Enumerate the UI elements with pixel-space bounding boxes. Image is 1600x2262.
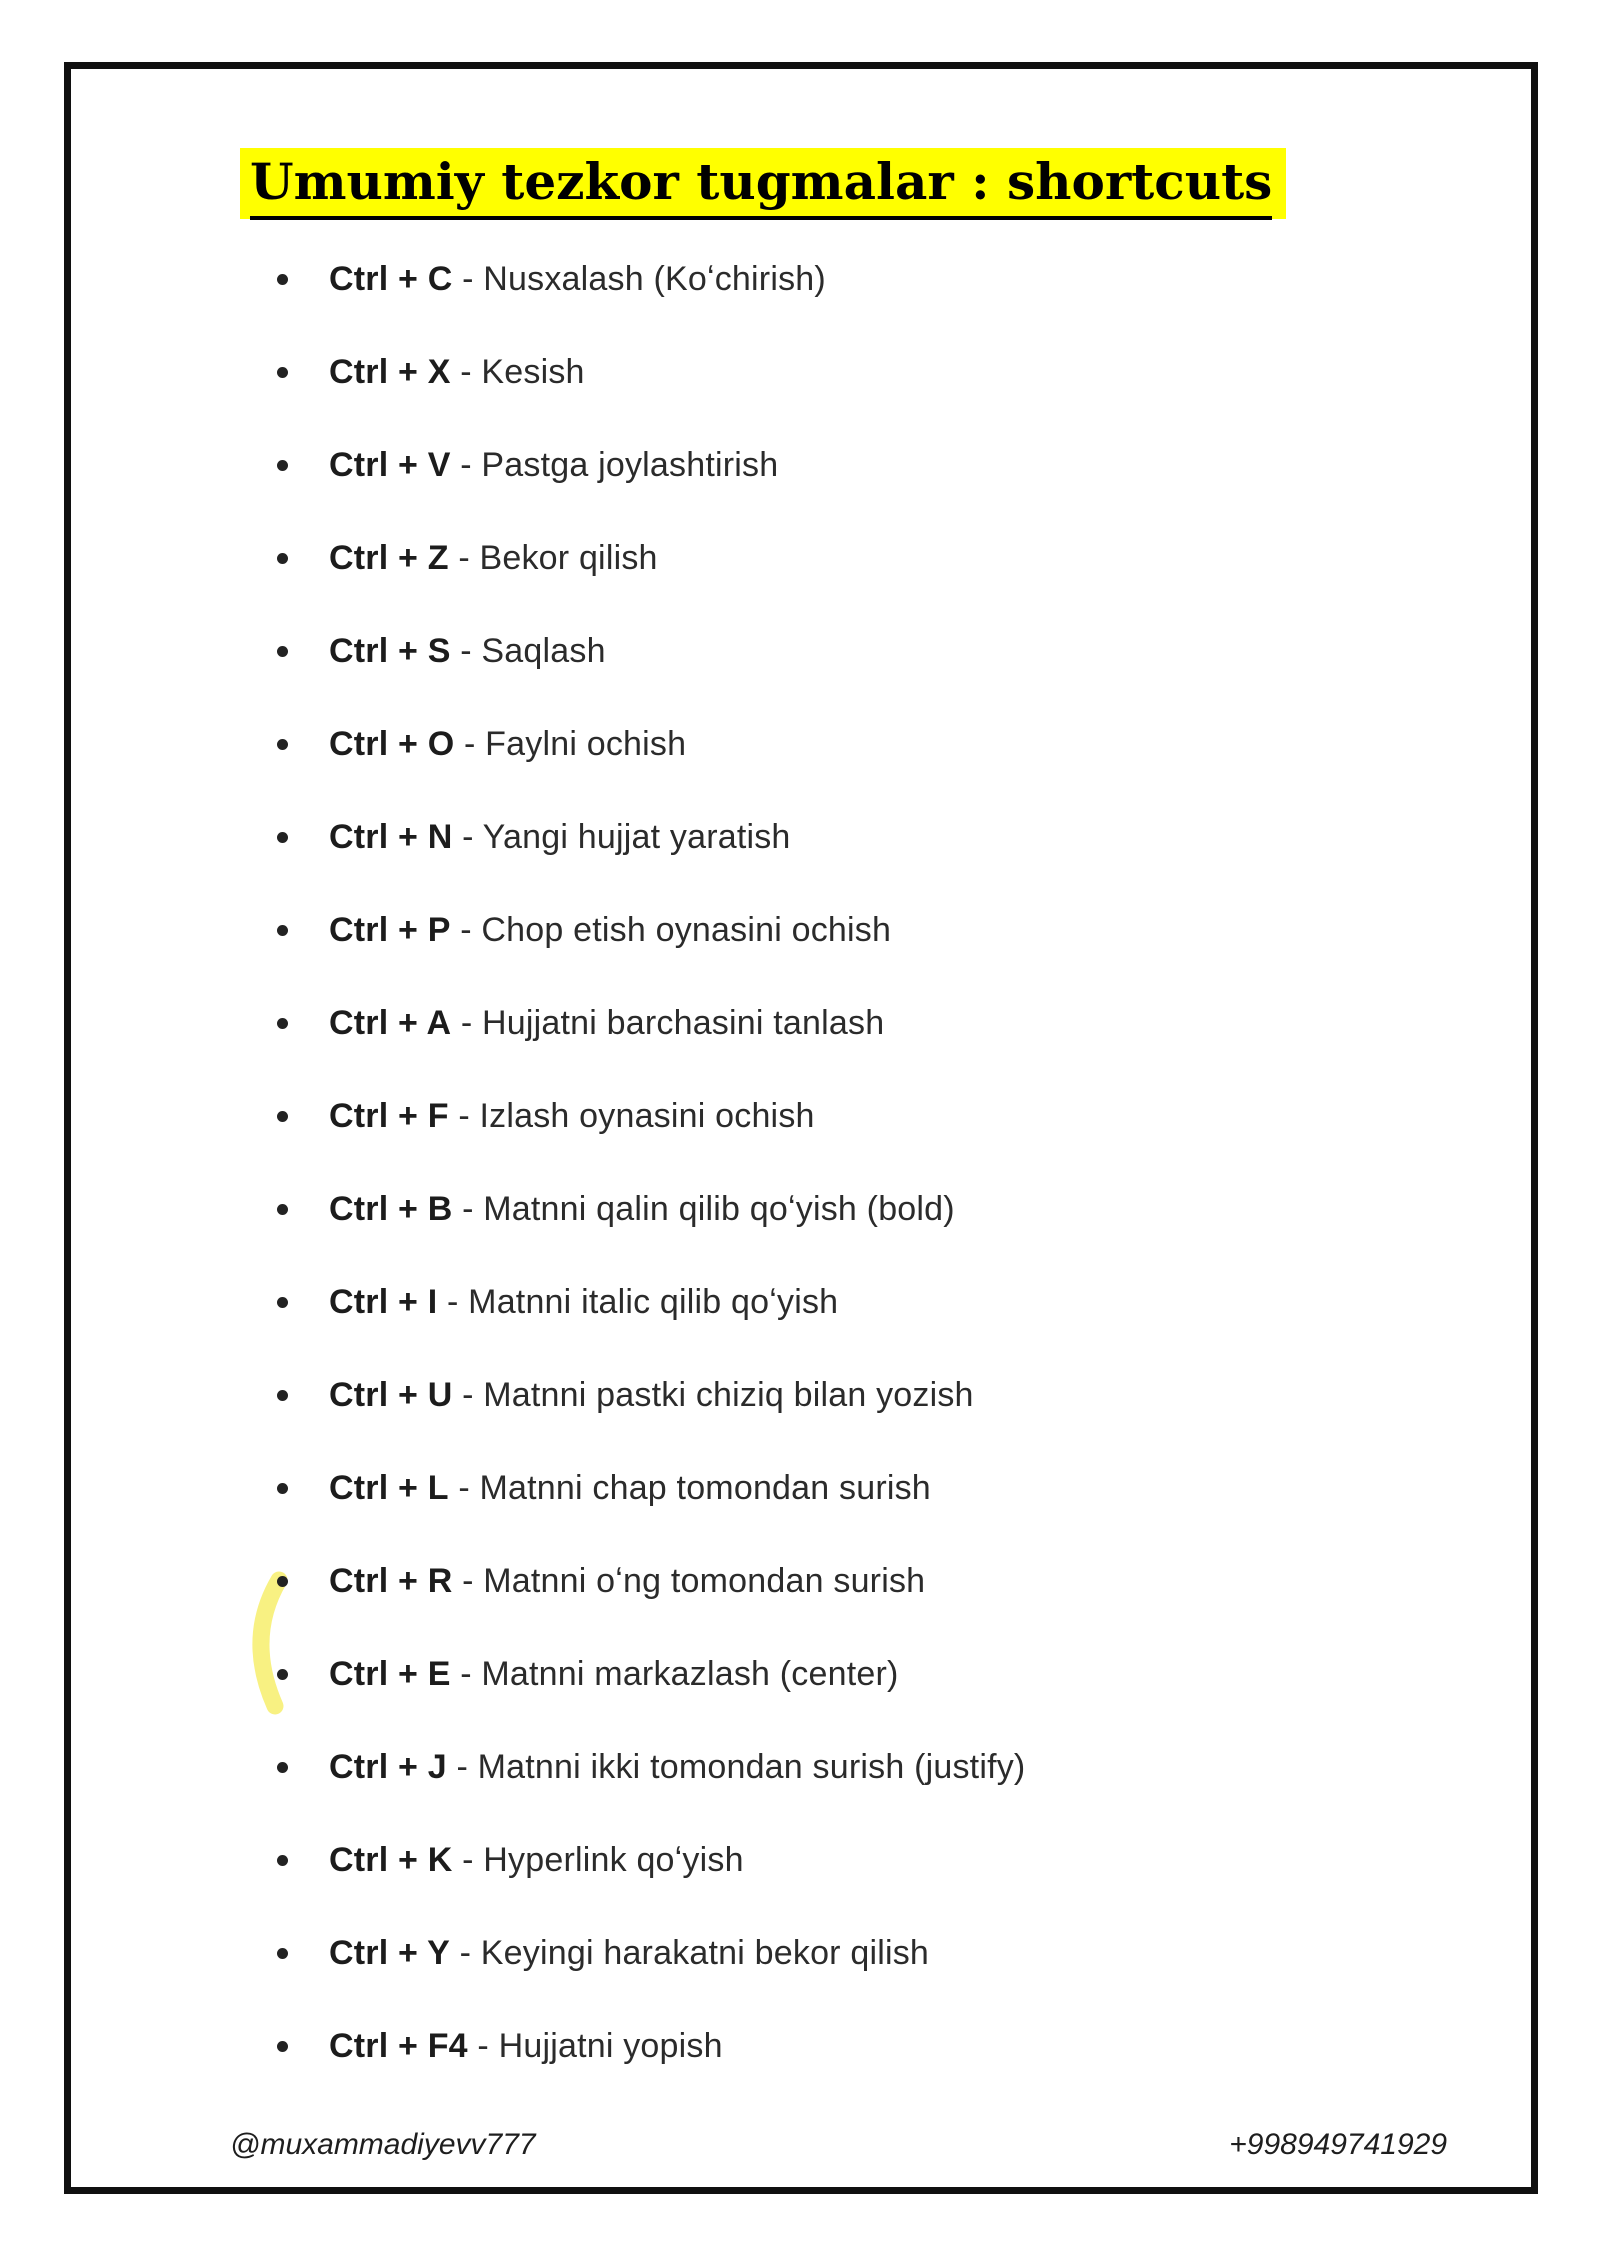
shortcut-keys: Ctrl + F4 xyxy=(329,2027,468,2065)
shortcut-item xyxy=(277,1936,1427,1970)
shortcut-keys: Ctrl + I xyxy=(329,1283,438,1321)
shortcut-item xyxy=(277,1843,1427,1877)
bullet-icon xyxy=(277,1762,288,1773)
shortcut-item xyxy=(277,820,1427,854)
page-title xyxy=(240,148,1286,219)
shortcut-text xyxy=(329,2029,723,2063)
shortcut-text xyxy=(329,1657,899,1691)
page-title-text: Umumiy tezkor tugmalar : shortcuts xyxy=(250,152,1272,220)
shortcut-item xyxy=(277,1192,1427,1226)
shortcut-item xyxy=(277,2029,1427,2063)
bullet-icon xyxy=(277,739,288,750)
shortcut-keys: Ctrl + V xyxy=(329,446,451,484)
shortcut-text xyxy=(329,1936,929,1970)
shortcut-text xyxy=(329,262,826,296)
footer-handle: @muxammadiyevv777 xyxy=(230,2128,536,2161)
shortcut-desc: - Hujjatni yopish xyxy=(467,2027,723,2065)
shortcut-text xyxy=(329,1378,974,1412)
shortcut-item xyxy=(277,1099,1427,1133)
shortcut-desc: - Matnni pastki chiziq bilan yozish xyxy=(452,1376,974,1414)
shortcut-list xyxy=(277,262,1427,2122)
shortcut-text xyxy=(329,913,891,947)
shortcut-desc: - Pastga joylashtirish xyxy=(450,446,779,484)
bullet-icon xyxy=(277,646,288,657)
shortcut-item xyxy=(277,634,1427,668)
shortcut-desc: - Chop etish oynasini ochish xyxy=(450,911,892,949)
shortcut-item xyxy=(277,1564,1427,1598)
bullet-icon xyxy=(277,553,288,564)
bullet-icon xyxy=(277,1948,288,1959)
shortcut-desc: - Keyingi harakatni bekor qilish xyxy=(449,1934,930,1972)
shortcut-keys: Ctrl + K xyxy=(329,1841,453,1879)
shortcut-item xyxy=(277,1378,1427,1412)
shortcut-keys: Ctrl + Y xyxy=(329,1934,450,1972)
shortcut-item xyxy=(277,1006,1427,1040)
shortcut-text xyxy=(329,1843,744,1877)
bullet-icon xyxy=(277,1204,288,1215)
bullet-icon xyxy=(277,274,288,285)
shortcut-text xyxy=(329,820,791,854)
shortcut-item xyxy=(277,727,1427,761)
shortcut-desc: - Saqlash xyxy=(450,632,606,670)
bullet-icon xyxy=(277,1111,288,1122)
shortcut-desc: - Hujjatni barchasini tanlash xyxy=(451,1004,885,1042)
shortcut-item xyxy=(277,541,1427,575)
shortcut-item xyxy=(277,1471,1427,1505)
shortcut-keys: Ctrl + S xyxy=(329,632,451,670)
bullet-icon xyxy=(277,1018,288,1029)
shortcut-text xyxy=(329,1750,1025,1784)
shortcut-text xyxy=(329,448,778,482)
shortcut-desc: - Faylni ochish xyxy=(454,725,687,763)
shortcut-keys: Ctrl + U xyxy=(329,1376,453,1414)
bullet-icon xyxy=(277,367,288,378)
shortcut-text xyxy=(329,1564,925,1598)
shortcut-keys: Ctrl + O xyxy=(329,725,455,763)
shortcut-desc: - Bekor qilish xyxy=(448,539,658,577)
shortcut-keys: Ctrl + F xyxy=(329,1097,449,1135)
shortcut-keys: Ctrl + P xyxy=(329,911,451,949)
shortcut-desc: - Matnni italic qilib qoʻyish xyxy=(437,1283,839,1321)
shortcut-keys: Ctrl + B xyxy=(329,1190,453,1228)
shortcut-item xyxy=(277,1285,1427,1319)
shortcut-keys: Ctrl + Z xyxy=(329,539,449,577)
bullet-icon xyxy=(277,1390,288,1401)
bullet-icon xyxy=(277,1576,288,1587)
shortcut-desc: - Matnni ikki tomondan surish (justify) xyxy=(446,1748,1026,1786)
shortcut-item xyxy=(277,355,1427,389)
bullet-icon xyxy=(277,832,288,843)
bullet-icon xyxy=(277,2041,288,2052)
shortcut-desc: - Matnni markazlash (center) xyxy=(450,1655,899,1693)
page-title-wrap xyxy=(240,148,1286,219)
shortcut-desc: - Matnni qalin qilib qoʻyish (bold) xyxy=(452,1190,955,1228)
shortcut-keys: Ctrl + A xyxy=(329,1004,452,1042)
shortcut-desc: - Matnni chap tomondan surish xyxy=(448,1469,931,1507)
bullet-icon xyxy=(277,460,288,471)
shortcut-text xyxy=(329,634,606,668)
shortcut-text xyxy=(329,355,585,389)
shortcut-text xyxy=(329,1471,931,1505)
shortcut-item xyxy=(277,262,1427,296)
shortcut-desc: - Yangi hujjat yaratish xyxy=(452,818,791,856)
shortcut-keys: Ctrl + J xyxy=(329,1748,447,1786)
shortcut-keys: Ctrl + N xyxy=(329,818,453,856)
shortcut-keys: Ctrl + R xyxy=(329,1562,453,1600)
shortcut-keys: Ctrl + E xyxy=(329,1655,451,1693)
shortcut-item xyxy=(277,448,1427,482)
shortcut-keys: Ctrl + C xyxy=(329,260,453,298)
shortcut-text xyxy=(329,1006,884,1040)
shortcut-text xyxy=(329,1192,955,1226)
bullet-icon xyxy=(277,1669,288,1680)
shortcut-text xyxy=(329,727,686,761)
shortcut-item xyxy=(277,913,1427,947)
bullet-icon xyxy=(277,1297,288,1308)
shortcut-item xyxy=(277,1657,1427,1691)
shortcut-desc: - Nusxalash (Koʻchirish) xyxy=(452,260,826,298)
shortcut-text xyxy=(329,1285,838,1319)
bullet-icon xyxy=(277,925,288,936)
shortcut-text xyxy=(329,1099,815,1133)
shortcut-desc: - Izlash oynasini ochish xyxy=(448,1097,815,1135)
shortcut-keys: Ctrl + X xyxy=(329,353,451,391)
shortcut-keys: Ctrl + L xyxy=(329,1469,449,1507)
shortcut-desc: - Kesish xyxy=(450,353,585,391)
shortcut-desc: - Matnni oʻng tomondan surish xyxy=(452,1562,926,1600)
bullet-icon xyxy=(277,1483,288,1494)
footer-phone: +998949741929 xyxy=(1229,2128,1447,2161)
shortcut-desc: - Hyperlink qoʻyish xyxy=(452,1841,744,1879)
bullet-icon xyxy=(277,1855,288,1866)
shortcut-item xyxy=(277,1750,1427,1784)
shortcut-text xyxy=(329,541,658,575)
